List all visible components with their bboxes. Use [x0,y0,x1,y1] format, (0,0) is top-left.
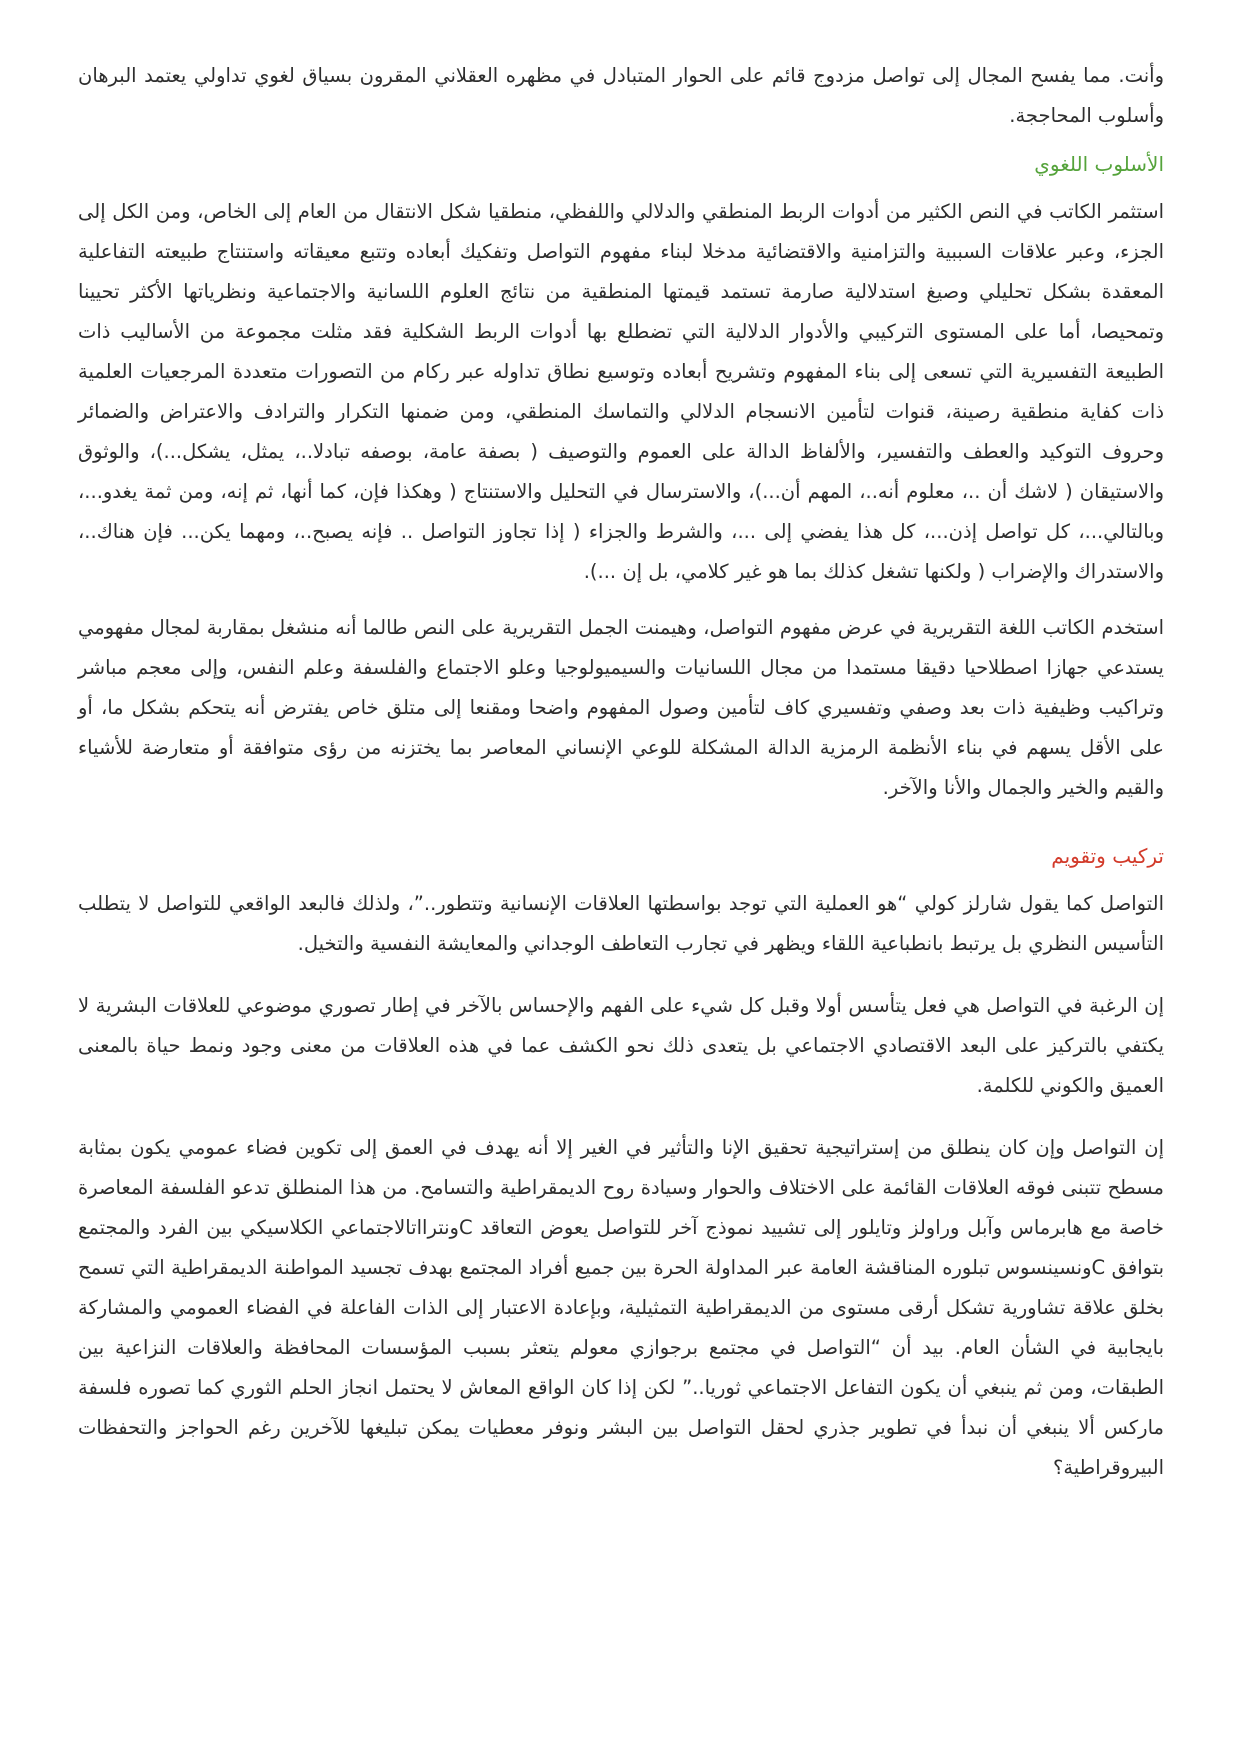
section-heading-language-style: الأسلوب اللغوي [1034,152,1164,176]
document-page [78,56,1164,1488]
language-style-paragraph-2: استخدم الكاتب اللغة التقريرية في عرض مفهوم التواصل، وهيمنت الجمل التقريرية على النص طالما أنه منشغل بمقاربة لمجال مفهومي يستدعي جهازا اصطلاحيا دقيقا مستمدا من مجال اللسانيات والسيميولوجيا وعلو الاجتماع والفلسفة وعلم النفس، وإلى معجم مباشر وتراكيب وظيفية ذات بعد وصفي وتفسيري كاف لتأمين وصول المفهوم واضحا ومقنعا إلى متلق خاص يفترض أنه يتحكم بشكل ما، أو على الأقل يسهم في بناء الأنظمة الرمزية الدالة المشكلة للوعي الإنساني المعاصر بما يختزنه من رؤى متوافقة أو متعارضة للأشياء والقيم والخير والجمال والأنا والآخر. [78,616,1164,799]
synthesis-paragraph-2: إن الرغبة في التواصل هي فعل يتأسس أولا وقبل كل شيء على الفهم والإحساس بالآخر في إطار تصوري موضوعي للعلاقات البشرية لا يكتفي بالتركيز على البعد الاقتصادي الاجتماعي بل يتعدى ذلك نحو الكشف عما في هذه العلاقات من معنى وجود ونمط حياة بالمعنى العميق والكوني للكلمة. [78,994,1164,1097]
synthesis-paragraph-1: التواصل كما يقول شارلز كولي “هو العملية التي توجد بواسطتها العلاقات الإنسانية وتتطور..”، ولذلك فالبعد الواقعي للتواصل لا يتطلب التأسيس النظري بل يرتبط بانطباعية اللقاء ويظهر في تجارب التعاطف الوجداني والمعايشة النفسية والتخيل. [78,892,1164,955]
section-heading-synthesis: تركيب وتقويم [1051,844,1164,868]
language-style-paragraph-1: استثمر الكاتب في النص الكثير من أدوات الربط المنطقي والدلالي واللفظي، منطقيا شكل الانتقال من العام إلى الخاص، ومن الكل إلى الجزء، وعبر علاقات السببية والتزامنية والاقتضائية مدخلا لبناء مفهوم التواصل وتفكيك أبعاده وتتبع معيقاته واستنتاج طبيعته التفاعلية المعقدة بشكل تحليلي وصيغ استدلالية صارمة تستمد قيمتها المنطقية من نتائج العلوم اللسانية والاجتماعية ونظرياتها الأكثر تحيينا وتمحيصا، أما على المستوى التركيبي والأدوار الدلالية التي تضطلع بها أدوات الربط الشكلية فقد مثلت مجموعة من الأساليب ذات الطبيعة التفسيرية التي تسعى إلى بناء المفهوم وتشريح أبعاده وتوسيع نطاق تداوله عبر ركام من التصورات متعددة المرجعيات العلمية ذات كفاية منطقية رصينة، قنوات لتأمين الانسجام الدلالي والتماسك المنطقي، ومن ضمنها التكرار والترادف والاعتراض والضمائر وحروف التوكيد والعطف والتفسير، والألفاظ الدالة على العموم والتوصيف ( بصفة عامة، بوصفه تبادلا..، يمثل، يشكل...)، والوثوق والاستيقان ( لاشك أن ..، معلوم أنه..، المهم أن...)، والاسترسال في التحليل والاستنتاج ( وهكذا فإن، كما أنها، ثم إنه، ومن ثمة يغدو...، وبالتالي...، كل تواصل إذن...، كل هذا يفضي إلى ...، والشرط والجزاء ( إذا تجاوز التواصل .. فإنه يصبح..، ومهما يكن... فإن هناك..، والاستدراك والإضراب ( ولكنها تشغل كذلك بما هو غير كلامي، بل إن ...). [78,200,1164,583]
intro-paragraph: وأنت. مما يفسح المجال إلى تواصل مزدوج قائم على الحوار المتبادل في مظهره العقلاني المقرون بسياق لغوي تداولي يعتمد البرهان وأسلوب المحاججة. [78,64,1164,127]
synthesis-paragraph-3: إن التواصل وإن كان ينطلق من إستراتيجية تحقيق الإنا والتأثير في الغير إلا أنه يهدف في العمق إلى تكوين فضاء عمومي يكون بمثابة مسطح تتبنى فوقه العلاقات القائمة على الاختلاف والحوار وسيادة روح الديمقراطية والتسامح. من هذا المنطلق تدعو الفلسفة المعاصرة خاصة مع هابرماس وآبل وراولز وتايلور إلى تشييد نموذج آخر للتواصل يعوض التعاقد Cونترااتالاجتماعي الكلاسيكي بين الفرد والمجتمع بتوافق Cونسينسوس تبلوره المناقشة العامة عبر المداولة الحرة بين جميع أفراد المجتمع بهدف تجسيد المواطنة الديمقراطية التي تسمح بخلق علاقة تشاورية تشكل أرقى مستوى من الديمقراطية التمثيلية، وبإعادة الاعتبار إلى الذات الفاعلة في الفضاء العمومي والمشاركة بايجابية في الشأن العام. بيد أن “التواصل في مجتمع برجوازي معولم يتعثر بسبب المؤسسات المحافظة والعلاقات النزاعية بين الطبقات، ومن ثم ينبغي أن يكون التفاعل الاجتماعي ثوريا..” لكن إذا كان الواقع المعاش لا يحتمل انجاز الحلم الثوري كما تصوره فلسفة ماركس ألا ينبغي أن نبدأ في تطوير جذري لحقل التواصل بين البشر ونوفر معطيات يمكن تبليغها للآخرين رغم الحواجز والتحفظات البيروقراطية؟ [78,1136,1165,1479]
